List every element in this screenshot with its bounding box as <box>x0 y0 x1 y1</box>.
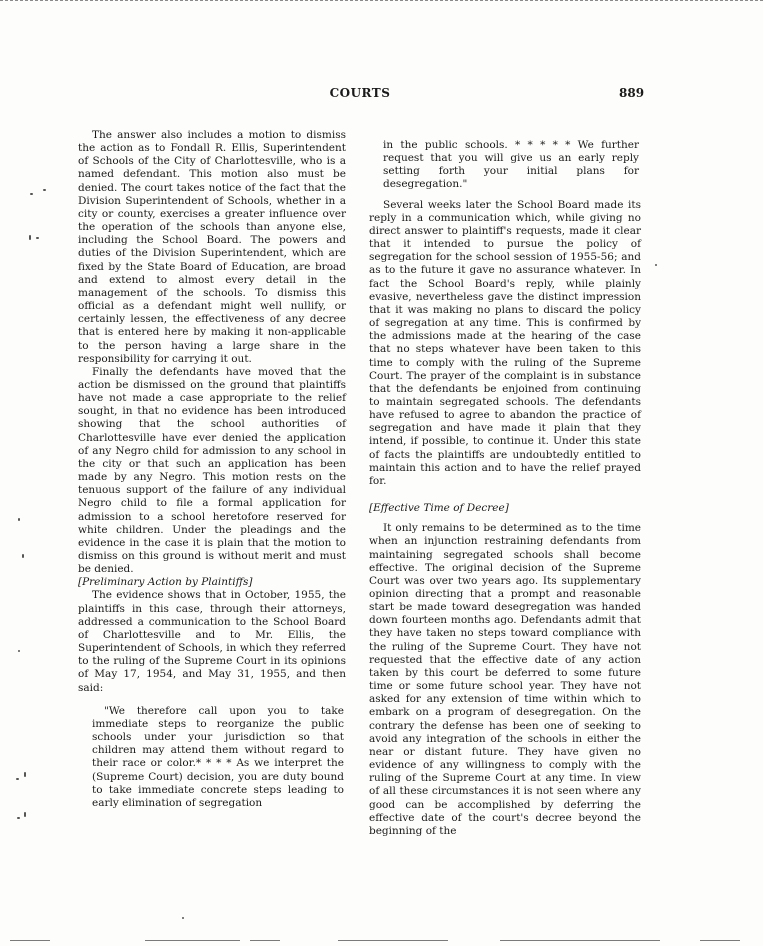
scan-speck <box>18 650 20 652</box>
section-heading-preliminary-action: [Preliminary Action by Plaintiffs] <box>78 576 253 589</box>
paragraph-school-board-reply: Several weeks later the School Board made its reply in a communication which, while giving no direct answer to plaintiff's requests, made it clear that it intended to pursue the policy of segregation for the school session of 1955-56; and as to the future it gave no assurance whatever. In fact the School Board's reply, while plainly evasive, nevertheless gave the distinct impression that it was making no plans to discard the policy of segregation at any time. This is confirmed by the admissions made at the hearing of the case that no steps whatever have been taken to this time to comply with the ruling of the Supreme Court. The prayer of the complaint is in substance that the defendants be enjoined from continuing to maintain segregated schools. The defendants have refused to agree to abandon the practice of segregation and have made it plain that they intend, if possible, to continue it. Under this state of facts the plaintiffs are undoubtedly entitled to maintain this action and to have the relief prayed for. <box>369 198 641 487</box>
scan-speck <box>182 917 184 919</box>
paragraph-effective-time: It only remains to be determined as to the time when an injunction restraining defendants from maintaining segregated schools shall become effective. The original decision of the Supreme Court was over two years ago. Its supplementary opinion directing that a prompt and reasonable start be made toward desegregation was handed down fourteen months ago. Defendants admit that they have taken no steps toward compliance with the ruling of the Supreme Court. They have not requested that the effective date of any action taken by this court be deferred to some future time or some future school year. They have not asked for any extension of time within which to embark on a program of desegregation. On the contrary the defense has been one of seeking to avoid any integration of the schools in either the near or distant future. They have given no evidence of any willingness to comply with the ruling of the Supreme Court at any time. In view of all these circumstances it is not seen where any good can be accomplished by deferring the effective date of the court's decree beyond the beginning of the <box>369 522 641 837</box>
scan-speck <box>29 235 31 240</box>
bottom-edge-rule <box>700 940 740 941</box>
page-header <box>0 86 763 106</box>
block-quote-continued: in the public schools. * * * * * We further request that you will give us an early reply setting forth your initial plans for desegregation." <box>383 139 639 191</box>
bottom-edge-rule <box>145 940 240 941</box>
scan-speck <box>17 817 20 819</box>
bottom-edge-rule <box>500 940 660 941</box>
page-number: 889 <box>619 86 645 100</box>
scan-speck <box>24 812 26 817</box>
scan-speck <box>655 264 657 266</box>
scan-speck <box>43 189 46 191</box>
scan-speck <box>18 518 20 521</box>
section-heading-effective-time: [Effective Time of Decree] <box>369 502 509 515</box>
bottom-edge-rule <box>338 940 448 941</box>
bottom-edge-rule <box>10 940 50 941</box>
scan-speck <box>16 778 19 780</box>
page-top-edge <box>0 0 763 3</box>
paragraph-motion-dismiss-superintendent: The answer also includes a motion to dismiss the action as to Fondall R. Ellis, Superintendent of Schools of the City of Charlottesville, who is a named defendant. This motion also must be denied. The court takes notice of the fact that the Division Superintendent of Schools, whether in a city or county, exercises a greater influence over the operation of the schools than anyone else, including the School Board. The powers and duties of the Division Superintendent, which are fixed by the State Board of Education, are broad and extend to almost every detail in the management of the schools. To dismiss this official as a defendant might well nullify, or certainly lessen, the effectiveness of any decree that is entered here by making it non-applicable to the person having a large share in the responsibility for carrying it out. <box>78 129 346 365</box>
scan-speck <box>30 193 33 195</box>
scan-speck <box>24 772 26 777</box>
scan-speck <box>36 237 39 239</box>
paragraph-motion-dismiss-no-case: Finally the defendants have moved that the action be dismissed on the ground that plaintiffs have not made a case appropriate to the relief sought, in that no evidence has been introduced showing that the school authorities of Charlottesville have ever denied the application of any Negro child for admission to any school in the city or that such an application has been made by any Negro. This motion rests on the tenuous support of the failure of any individual Negro child to file a formal application for admission to a school heretofore reserved for white children. Under the pleadings and the evidence in the case it is plain that the motion to dismiss on this ground is without merit and must be denied. <box>78 365 346 576</box>
paragraph-evidence-october-1955: The evidence shows that in October, 1955, the plaintiffs in this case, through their attorneys, addressed a communication to the School Board of Charlottesville and to Mr. Ellis, the Superintendent of Schools, in which they referred to the ruling of the Supreme Court in its opinions of May 17, 1954, and May 31, 1955, and then said: <box>78 589 346 694</box>
bottom-edge-rule <box>250 940 280 941</box>
scan-speck <box>22 554 24 558</box>
block-quote-plaintiffs-letter: "We therefore call upon you to take immediate steps to reorganize the public schools under your jurisdiction so that children may attend them without regard to their race or color.* * * * As we interpret the (Supreme Court) decision, you are duty bound to take immediate concrete steps leading to early elimination of segregation <box>92 704 344 809</box>
left-column <box>78 129 346 810</box>
right-column <box>369 129 641 838</box>
running-head: COURTS <box>329 86 391 100</box>
